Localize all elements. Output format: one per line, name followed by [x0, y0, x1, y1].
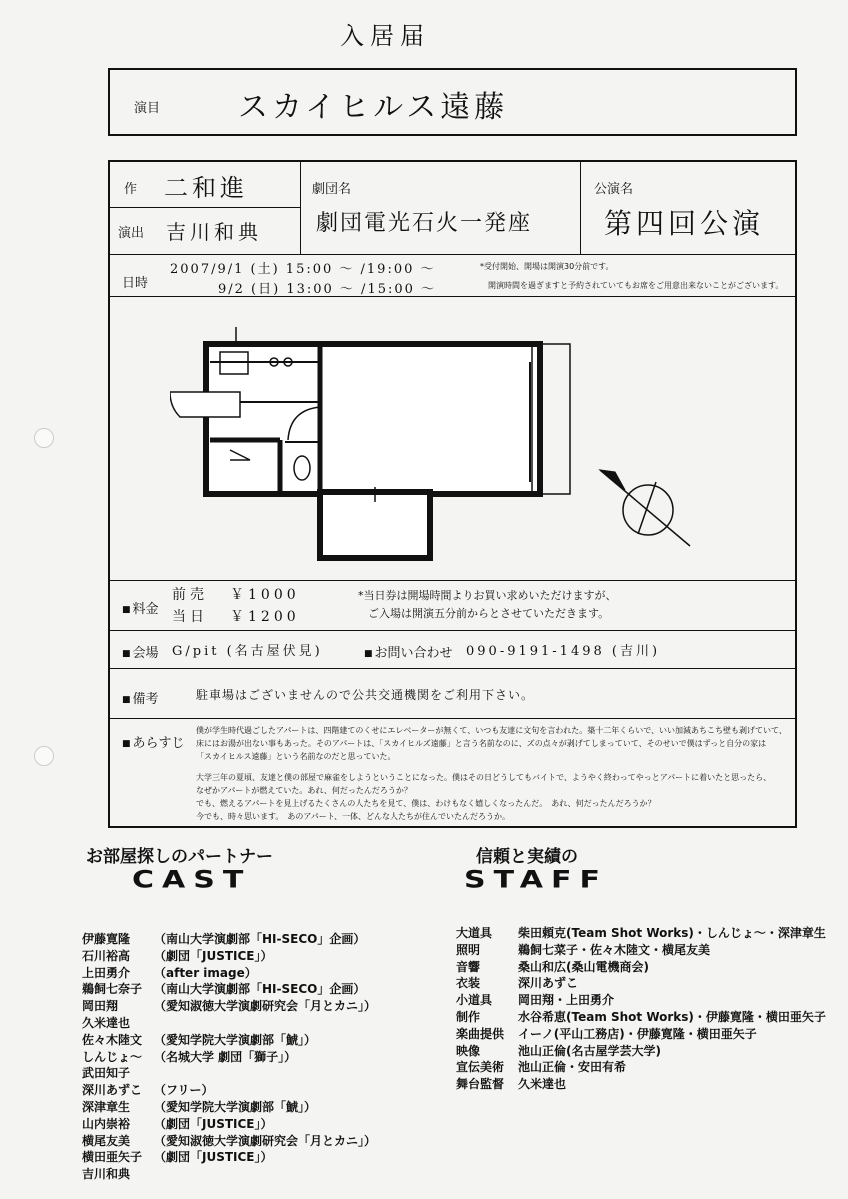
divider-remarks [110, 718, 795, 719]
price-door-label: 当日 [172, 609, 208, 625]
cast-row [82, 997, 376, 1014]
cast-affiliation: （愛知学院大学演劇部「鯱」） [154, 1100, 317, 1114]
cast-affiliation: （劇団「JUSTICE」） [154, 948, 273, 963]
staff-names: イーノ(平山工務店)・伊藤寛隆・横田亜矢子 [518, 1026, 757, 1041]
cast-row [82, 1048, 296, 1065]
troupe-label: 劇団名 [312, 182, 352, 197]
synopsis-line: 「スカイヒルス遠藤」という名前なのだと思っていた。 [196, 752, 396, 761]
program-label: 演目 [134, 101, 161, 116]
synopsis-line: なぜかアパートが燃えていた。あれ、何だったんだろうか？ [196, 786, 412, 795]
remarks-label: ■ 備考 [122, 688, 159, 707]
cast-name: 佐々木陸文 [82, 1032, 143, 1047]
cast-row [82, 1148, 273, 1165]
cast-row [82, 1115, 273, 1132]
cast-name: 深津章生 [82, 1100, 131, 1114]
troupe-name: 劇団電光石火一発座 [316, 211, 533, 236]
synopsis-label: ■ あらすじ [122, 732, 185, 751]
staff-role: 楽曲提供 [456, 1026, 505, 1041]
staff-names: 鵜飼七菜子・佐々木陸文・横尾友美 [518, 942, 711, 957]
schedule-line2: 9/2 (日) 13:00 ～ /15:00 ～ [218, 282, 437, 297]
price-advance-label: 前売 [172, 587, 208, 603]
staff-role: 舞台監督 [456, 1077, 505, 1092]
contact-phone: 090-9191-1498 (吉川) [466, 644, 661, 659]
synopsis-line: 大学三年の夏頃、友達と僕の部屋で麻雀をしようということになった。僕はその日どうしてもバイトで、ようやく終わってやっとアパートに着いたと思ったら、 [196, 773, 772, 782]
performance-label: 公演名 [594, 182, 634, 197]
staff-row [456, 1025, 757, 1042]
schedule-note1: *受付開始、開場は開演30分前です。 [480, 262, 614, 271]
entry-form [108, 160, 797, 828]
performance-name: 第四回公演 [604, 207, 765, 240]
cast-name: 上田勇介 [82, 965, 131, 980]
staff-heading: STAFF [464, 866, 608, 894]
staff-names: 池山正倫・安田有希 [518, 1060, 627, 1075]
cast-heading: CAST [132, 866, 252, 894]
staff-names: 岡田翔・上田勇介 [518, 993, 615, 1008]
cast-name: 久米達也 [82, 1016, 131, 1030]
cast-name: 鵜飼七奈子 [82, 982, 143, 997]
price-label: ■ 料金 [122, 598, 159, 617]
cast-affiliation: （南山大学演劇部「HI-SECO」企画） [154, 932, 366, 946]
staff-role: 制作 [456, 1010, 481, 1024]
cast-affiliation: （フリー） [154, 1083, 214, 1098]
cast-row [82, 1098, 316, 1115]
cast-row [82, 1064, 154, 1081]
cast-name: 石川裕高 [82, 948, 131, 963]
cast-name: 吉川和典 [82, 1167, 131, 1182]
divider-price [110, 630, 795, 631]
schedule-label: 日時 [122, 276, 149, 291]
divider-author [110, 207, 300, 208]
divider-credits [110, 254, 795, 255]
cast-affiliation: （劇団「JUSTICE」） [154, 1116, 273, 1131]
program-title: スカイヒルス遠藤 [238, 90, 509, 125]
page-title: 入居届 [340, 22, 430, 50]
venue-name: G/pit (名古屋伏見) [172, 644, 323, 659]
staff-role: 映像 [456, 1043, 481, 1058]
cast-row [82, 1132, 376, 1149]
synopsis-text [196, 724, 792, 823]
floor-plan [170, 322, 730, 572]
cast-row [82, 930, 365, 947]
cast-name: 岡田翔 [82, 999, 119, 1014]
staff-names: 柴田頼克(Team Shot Works)・しんじょ～・深津章生 [518, 926, 826, 940]
staff-row [456, 991, 614, 1008]
staff-row [456, 1042, 661, 1059]
price-door: ￥1200 [230, 609, 300, 625]
venue-label: ■ 会場 [122, 642, 159, 661]
cast-name: しんじょ～ [82, 1049, 143, 1064]
divider-floorplan [110, 580, 795, 581]
director-label: 演出 [118, 226, 145, 241]
schedule-note2: 開演時間を過ぎますと予約されていてもお席をご用意出来ないことがございます。 [488, 281, 784, 290]
staff-row [456, 1058, 626, 1075]
divider-v2 [580, 162, 581, 254]
staff-role: 大道具 [456, 926, 493, 940]
remarks-text: 駐車場はございませんので公共交通機関をご利用下さい。 [196, 688, 535, 702]
cast-row [82, 980, 365, 997]
price-advance: ￥1000 [230, 587, 300, 603]
cast-name: 横尾友美 [82, 1133, 131, 1148]
staff-row [456, 974, 578, 991]
cast-row [82, 1165, 154, 1182]
staff-role: 音響 [456, 959, 481, 974]
schedule-line1: 2007/9/1 (土) 15:00 ～ /19:00 ～ [170, 262, 436, 277]
cast-affiliation: （南山大学演劇部「HI-SECO」企画） [154, 982, 366, 997]
divider-schedule [110, 296, 795, 297]
cast-row [82, 1031, 316, 1048]
staff-row [456, 958, 649, 975]
staff-names: 久米達也 [518, 1077, 567, 1092]
cast-name: 横田亜矢子 [82, 1150, 143, 1165]
staff-role: 宣伝美術 [456, 1060, 505, 1075]
synopsis-line: 今でも、時々思います。 あのアパート、一体、どんな人たちが住んでいたんだろうか。 [196, 812, 510, 821]
staff-role: 照明 [456, 942, 481, 957]
staff-names: 池山正倫(名古屋学芸大学) [518, 1043, 661, 1058]
cast-row [82, 964, 257, 981]
staff-names: 深川あずこ [518, 976, 579, 991]
cast-affiliation: （名城大学 劇団「獅子」） [154, 1049, 297, 1064]
cast-affiliation: （愛知淑徳大学演劇研究会「月とカニ」） [154, 999, 377, 1014]
cast-name: 伊藤寛隆 [82, 932, 131, 946]
punch-hole-bottom [34, 746, 54, 766]
synopsis-line: でも、燃えるアパートを見上げるたくさんの人たちを見て、僕は、わけもなく嬉しくなったんだ。 あれ、何だったんだろうか？ [196, 799, 656, 808]
cast-affiliation: （愛知学院大学演劇部「鯱」） [154, 1032, 317, 1047]
contact-label: ■ お問い合わせ [364, 642, 453, 661]
staff-role: 小道具 [456, 993, 493, 1008]
staff-row [456, 1075, 566, 1092]
cast-name: 深川あずこ [82, 1083, 143, 1098]
staff-names: 桑山和広(桑山電機商会) [518, 959, 649, 974]
price-note1: *当日券は開場時間よりお買い求めいただけますが、 [358, 589, 617, 602]
punch-hole-top [34, 428, 54, 448]
cast-row [82, 1014, 154, 1031]
price-note2: ご入場は開演五分前からとさせていただきます。 [368, 607, 610, 620]
cast-affiliation: （愛知淑徳大学演劇研究会「月とカニ」） [154, 1133, 377, 1148]
cast-affiliation: （劇団「JUSTICE」） [154, 1150, 273, 1165]
author-name: 二和進 [164, 174, 248, 202]
staff-tagline: 信頼と実績の [476, 847, 578, 867]
cast-affiliation: （after image） [154, 965, 257, 980]
cast-row [82, 1081, 214, 1098]
synopsis-line: 床にはお湯が出ない事もあった。そのアパートは、「スカイヒルズ遠藤」と言う名前なのに、ズの点々が剥げてしまっていて、そのせいで僕はずっと自分の家は [196, 739, 767, 748]
staff-row [456, 1008, 826, 1025]
cast-row [82, 947, 273, 964]
cast-name: 武田知子 [82, 1066, 131, 1081]
divider-v1 [300, 162, 301, 254]
staff-names: 水谷希恵(Team Shot Works)・伊藤寛隆・横田亜矢子 [518, 1010, 826, 1024]
cast-name: 山内崇裕 [82, 1116, 131, 1131]
divider-venue [110, 668, 795, 669]
staff-row [456, 941, 710, 958]
staff-row [456, 924, 826, 941]
staff-role: 衣装 [456, 976, 481, 991]
author-label: 作 [124, 182, 138, 197]
synopsis-line: 僕が学生時代過ごしたアパートは、四階建てのくせにエレベーターが無くて、いつも友達に文句を言われた。築十二年くらいで、いい加減あちこち壁も剥げていて、 [196, 726, 787, 735]
director-name: 吉川和典 [166, 220, 262, 244]
program-box [108, 68, 797, 136]
cast-tagline: お部屋探しのパートナー [86, 847, 273, 867]
